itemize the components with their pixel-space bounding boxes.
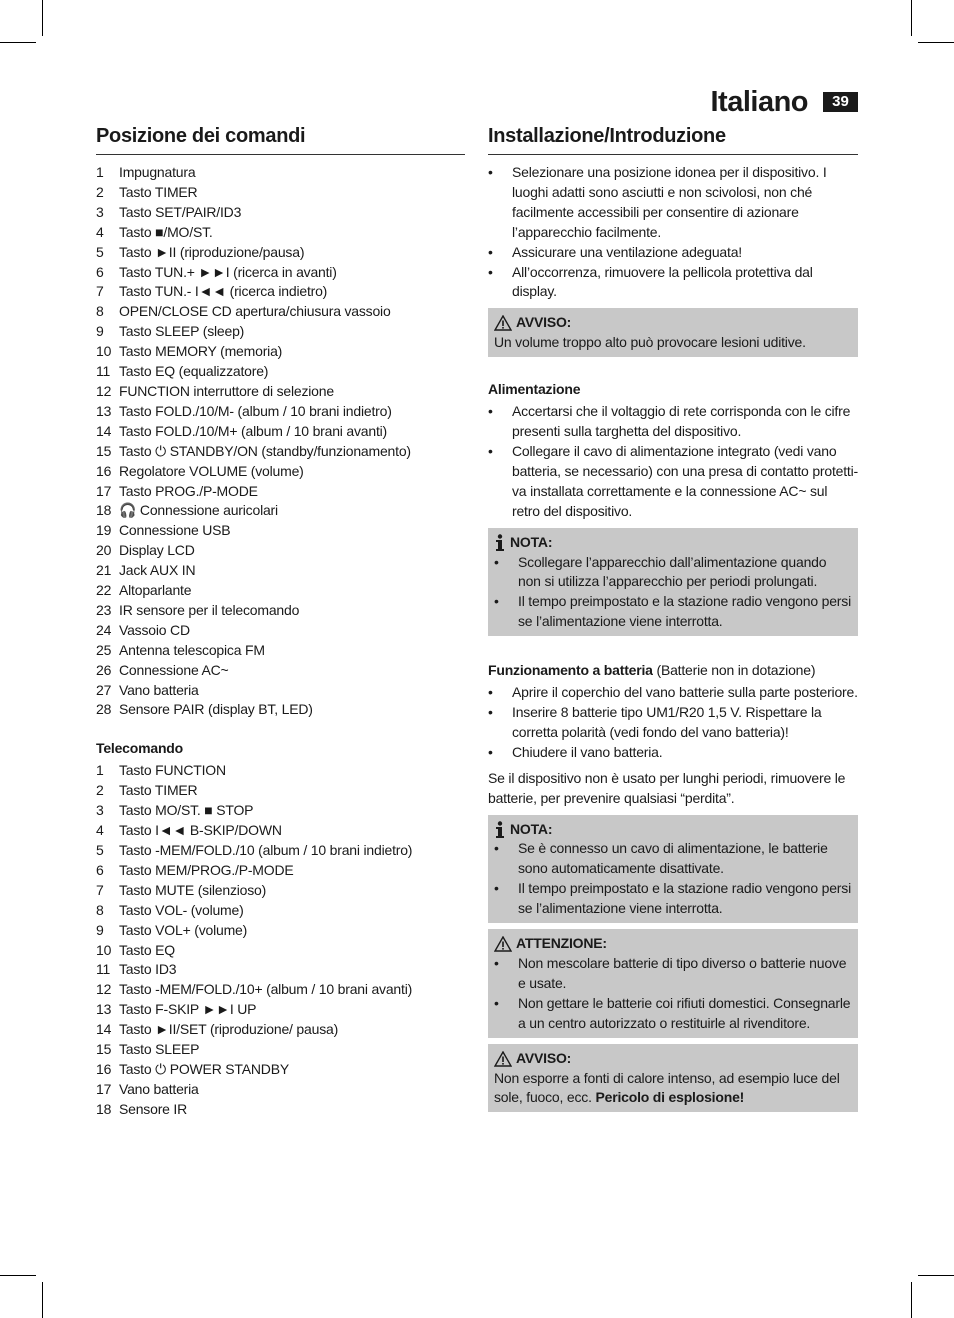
item-text: Sensore IR [119, 1100, 188, 1117]
item-number: 14 [96, 422, 112, 439]
caution-bullet-list [494, 954, 852, 1034]
list-item [96, 861, 465, 881]
list-item [96, 841, 465, 861]
list-item [96, 482, 465, 502]
item-text: Tasto MEM/PROG./P-MODE [119, 861, 294, 878]
item-number: 2 [96, 183, 104, 200]
explosion-warning-emphasis: Pericolo di esplosione! [595, 1089, 745, 1106]
item-number: 7 [96, 283, 104, 300]
item-text: Tasto PROG./P-MODE [119, 482, 258, 499]
list-item [96, 163, 465, 183]
item-text: Tasto ■/MO/ST. [119, 223, 213, 240]
item-number: 18 [96, 1100, 112, 1117]
item-text: Vassoio CD [119, 621, 190, 638]
item-number: 15 [96, 1041, 112, 1058]
bullet-item: • Inserire 8 batterie tipo UM1/R20 1,5 V. Rispettare la corretta polarità (vedi fondo del vano batteria)! [488, 703, 858, 743]
warning-triangle-icon [494, 936, 512, 952]
warning-title: AVVISO: [516, 314, 572, 331]
item-number: 8 [96, 303, 104, 320]
crop-mark [42, 1282, 43, 1318]
item-number: 27 [96, 681, 112, 698]
item-text: Display LCD [119, 542, 195, 559]
list-item [96, 960, 465, 980]
crop-mark [918, 1275, 954, 1276]
list-item [96, 1040, 465, 1060]
item-number: 7 [96, 881, 104, 898]
warning-triangle-icon [494, 1051, 512, 1067]
list-item [96, 980, 465, 1000]
crop-mark [911, 0, 912, 36]
item-text: Tasto ⏻ POWER STANDBY [119, 1060, 289, 1077]
item-text: Regolatore VOLUME (volume) [119, 462, 304, 479]
list-item [96, 282, 465, 302]
list-item [96, 941, 465, 961]
item-number: 15 [96, 442, 112, 459]
language-heading: Italiano [710, 86, 808, 118]
item-number: 14 [96, 1021, 112, 1038]
item-text: Tasto I◄◄ B-SKIP/DOWN [119, 822, 282, 839]
item-number: 13 [96, 1001, 112, 1018]
item-text: Tasto MUTE (silenzioso) [119, 881, 267, 898]
item-text: Tasto TUN.- I◄◄ (ricerca indietro) [119, 283, 328, 300]
right-column [488, 122, 858, 1112]
note-bullet-list [494, 839, 852, 919]
item-text: Vano batteria [119, 681, 199, 698]
item-text: Tasto ⏻ STANDBY/ON (standby/funzionamento) [119, 442, 411, 459]
item-number: 5 [96, 842, 104, 858]
list-item [96, 601, 465, 621]
item-number: 9 [96, 323, 104, 340]
bullet-item: • Aprire il coperchio del vano batterie sulla parte posteriore. [488, 683, 858, 703]
remote-heading: Telecomando [96, 740, 184, 757]
note-bullet-list [494, 553, 852, 633]
item-number: 4 [96, 822, 104, 839]
item-number: 10 [96, 343, 112, 360]
item-text: Sensore PAIR (display BT, LED) [119, 701, 313, 718]
item-number: 8 [96, 901, 104, 918]
item-number: 1 [96, 762, 104, 779]
item-number: 3 [96, 802, 104, 819]
item-text: Impugnatura [119, 164, 196, 180]
list-item [96, 881, 465, 901]
power-heading: Alimentazione [488, 381, 581, 398]
item-text: Altoparlante [119, 582, 192, 599]
remote-list [96, 761, 465, 1119]
bullet-item: • Collegare il cavo di alimentazione integrato (vedi vano batteria, se necessario) con una presa di contatto protetti-va installata correttamente e la connessione AC~ sul retro del dispositivo. [488, 442, 858, 522]
item-text: Tasto VOL- (volume) [119, 901, 244, 918]
page-number-badge: 39 [823, 92, 858, 112]
item-text: Tasto -MEM/FOLD./10+ (album / 10 brani avanti) [119, 981, 413, 998]
list-item [96, 223, 465, 243]
item-number: 24 [96, 621, 112, 638]
list-item [96, 442, 465, 462]
warning-triangle-icon [494, 315, 512, 331]
bullet-item: • Non mescolare batterie di tipo diverso o batterie nuove e usate. [494, 954, 852, 994]
bullet-item: • Assicurare una ventilazione adeguata! [488, 243, 858, 263]
list-item [96, 402, 465, 422]
crop-mark [0, 42, 36, 43]
section-title-controls: Posizione dei comandi [96, 122, 465, 155]
list-item [96, 1000, 465, 1020]
list-item [96, 561, 465, 581]
warning-box-volume [488, 308, 858, 357]
item-number: 17 [96, 482, 112, 499]
item-number: 18 [96, 502, 112, 519]
item-number: 25 [96, 641, 112, 658]
item-number: 1 [96, 164, 104, 180]
item-number: 23 [96, 601, 112, 618]
list-item [96, 781, 465, 801]
item-number: 5 [96, 243, 104, 260]
controls-list [96, 163, 465, 720]
list-item [96, 362, 465, 382]
item-text: Vano batteria [119, 1080, 199, 1097]
list-item [96, 462, 465, 482]
item-text: Tasto F-SKIP ►►I UP [119, 1001, 257, 1018]
list-item [96, 1100, 465, 1120]
item-text: Tasto SLEEP [119, 1041, 200, 1058]
item-number: 11 [96, 961, 111, 978]
item-text: Tasto TIMER [119, 183, 198, 200]
bullet-item: • Chiudere il vano batteria. [488, 743, 858, 763]
bullet-item: • Accertarsi che il voltaggio di rete corrisponda con le cifre presenti sulla targhetta del dispositivo. [488, 402, 858, 442]
item-number: 11 [96, 363, 111, 380]
item-text: Tasto TUN.+ ►►I (ricerca in avanti) [119, 263, 337, 280]
item-text: Tasto TIMER [119, 782, 198, 799]
note-title: NOTA: [510, 820, 553, 837]
item-number: 6 [96, 263, 104, 280]
battery-bullet-list [488, 683, 858, 763]
item-text: Tasto MEMORY (memoria) [119, 343, 283, 360]
item-number: 26 [96, 661, 112, 678]
item-text: OPEN/CLOSE CD apertura/chiusura vassoio [119, 303, 391, 320]
item-number: 3 [96, 203, 104, 220]
note-box-power [488, 528, 858, 637]
crop-mark [42, 0, 43, 36]
item-number: 20 [96, 542, 112, 559]
list-item [96, 681, 465, 701]
list-item [96, 203, 465, 223]
list-item [96, 342, 465, 362]
power-bullet-list [488, 402, 858, 521]
item-text: Jack AUX IN [119, 562, 196, 579]
item-text: Connessione USB [119, 522, 231, 539]
crop-mark [0, 1275, 36, 1276]
list-item [96, 382, 465, 402]
item-number: 19 [96, 522, 112, 539]
bullet-item: • Selezionare una posizione idonea per il dispositivo. I luoghi adatti sono asciutti e non scivolosi, non ché facilmente accessibili per consentire di azionare l’apparecchio facilmente. [488, 163, 858, 243]
item-number: 17 [96, 1080, 112, 1097]
list-item [96, 921, 465, 941]
item-text: Tasto -MEM/FOLD./10 (album / 10 brani indietro) [119, 842, 413, 858]
item-text: Tasto FUNCTION [119, 762, 226, 779]
intro-bullet-list [488, 163, 858, 302]
note-box-battery [488, 815, 858, 924]
battery-paragraph: Se il dispositivo non è usato per lunghi periodi, rimuovere le batterie, per prevenire qualsiasi “perdita”. [488, 769, 846, 806]
list-item [96, 1060, 465, 1080]
list-item [96, 322, 465, 342]
item-text: Tasto EQ [119, 941, 175, 958]
item-number: 12 [96, 382, 112, 399]
list-item [96, 521, 465, 541]
bullet-item: • Se è connesso un cavo di alimentazione, le batterie sono automaticamente disattivate. [494, 839, 852, 879]
item-number: 9 [96, 921, 104, 938]
item-text: FUNCTION interruttore di selezione [119, 382, 334, 399]
list-item [96, 1080, 465, 1100]
bullet-item: • All’occorrenza, rimuovere la pellicola protettiva dal display. [488, 263, 858, 303]
item-text: Connessione AC~ [119, 661, 229, 678]
item-number: 12 [96, 981, 112, 998]
item-text: Tasto FOLD./10/M- (album / 10 brani indietro) [119, 402, 392, 419]
crop-mark [911, 1282, 912, 1318]
item-number: 16 [96, 462, 112, 479]
left-column [96, 122, 465, 1120]
bullet-item: • Non gettare le batterie coi rifiuti domestici. Consegnarle a un centro autorizzato o restituirle al rivenditore. [494, 994, 852, 1034]
item-text: Tasto SLEEP (sleep) [119, 323, 245, 340]
bullet-item: • Il tempo preimpostato e la stazione radio vengono persi se l’alimentazione viene interrotta. [494, 592, 852, 632]
warning-text: Non esporre a fonti di calore intenso, ad esempio luce del sole, fuoco, ecc. Pericolo di esplosione! [494, 1069, 840, 1106]
item-text: IR sensore per il telecomando [119, 601, 300, 618]
list-item [96, 302, 465, 322]
section-title-installation: Installazione/Introduzione [488, 122, 858, 155]
list-item [96, 801, 465, 821]
list-item [96, 641, 465, 661]
warning-title: AVVISO: [516, 1049, 572, 1066]
list-item [96, 1020, 465, 1040]
item-number: 13 [96, 402, 112, 419]
battery-heading: Funzionamento a batteria (Batterie non in dotazione) [488, 662, 816, 679]
item-number: 2 [96, 782, 104, 799]
list-item [96, 183, 465, 203]
list-item [96, 263, 465, 283]
bullet-item: • Il tempo preimpostato e la stazione radio vengono persi se l’alimentazione viene interrotta. [494, 879, 852, 919]
item-number: 6 [96, 861, 104, 878]
warning-text: Un volume troppo alto può provocare lesioni uditive. [494, 334, 806, 351]
list-item [96, 821, 465, 841]
list-item [96, 501, 465, 521]
item-text: Tasto ►II (riproduzione/pausa) [119, 243, 305, 260]
bullet-item: • Scollegare l’apparecchio dall’alimentazione quando non si utilizza l’apparecchio per periodi prolungati. [494, 553, 852, 593]
crop-mark [918, 42, 954, 43]
item-number: 21 [96, 562, 112, 579]
item-number: 16 [96, 1060, 112, 1077]
item-number: 22 [96, 582, 112, 599]
item-text: Tasto ►II/SET (riproduzione/ pausa) [119, 1021, 339, 1038]
caution-title: ATTENZIONE: [516, 935, 607, 952]
list-item [96, 581, 465, 601]
note-title: NOTA: [510, 533, 553, 550]
caution-box [488, 929, 858, 1038]
list-item [96, 700, 465, 720]
item-text: Tasto ID3 [119, 961, 177, 978]
warning-box-heat [488, 1044, 858, 1113]
info-icon [494, 821, 506, 838]
item-text: Tasto FOLD./10/M+ (album / 10 brani avanti) [119, 422, 388, 439]
list-item [96, 661, 465, 681]
item-text: Tasto EQ (equalizzatore) [119, 363, 269, 380]
list-item [96, 761, 465, 781]
list-item [96, 901, 465, 921]
item-text: Tasto SET/PAIR/ID3 [119, 203, 242, 220]
list-item [96, 243, 465, 263]
item-text: Tasto MO/ST. ■ STOP [119, 802, 254, 819]
list-item [96, 621, 465, 641]
item-number: 4 [96, 223, 104, 240]
item-text: 🎧 Connessione auricolari [119, 502, 278, 519]
item-number: 28 [96, 701, 112, 718]
list-item [96, 422, 465, 442]
item-text: Antenna telescopica FM [119, 641, 265, 658]
info-icon [494, 534, 506, 551]
list-item [96, 541, 465, 561]
item-text: Tasto VOL+ (volume) [119, 921, 248, 938]
item-number: 10 [96, 941, 112, 958]
